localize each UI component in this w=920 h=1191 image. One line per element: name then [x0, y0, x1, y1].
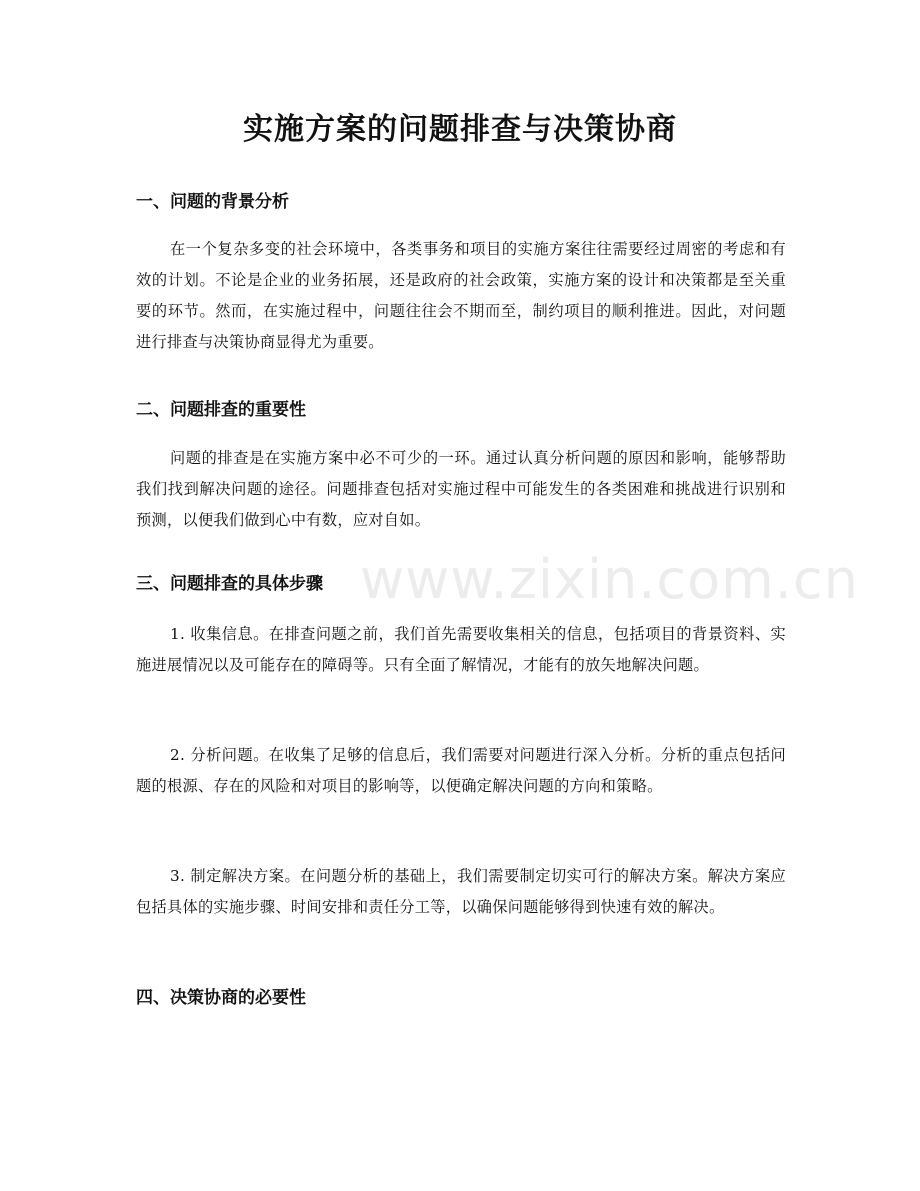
- document-title: 实施方案的问题排查与决策协商: [243, 112, 677, 147]
- section-heading-steps: 三、问题排查的具体步骤: [136, 574, 323, 594]
- watermark: www.zixin.com.cn: [360, 548, 859, 611]
- paragraph-importance: 问题的排查是在实施方案中必不可少的一环。通过认真分析问题的原因和影响，能够帮助我们找到解决问题的途径。问题排查包括对实施过程中可能发生的各类困难和挑战进行识别和预测，以便我们做到心中有数，应对自如。: [136, 449, 786, 529]
- paragraph-step-1: 1. 收集信息。在排查问题之前，我们首先需要收集相关的信息，包括项目的背景资料、实施进展情况以及可能存在的障碍等。只有全面了解情况，才能有的放矢地解决问题。: [136, 625, 786, 674]
- section-heading-negotiation: 四、决策协商的必要性: [136, 988, 306, 1008]
- section-heading-importance: 二、问题排查的重要性: [136, 400, 306, 420]
- paragraph-step-3: 3. 制定解决方案。在问题分析的基础上，我们需要制定切实可行的解决方案。解决方案应包括具体的实施步骤、时间安排和责任分工等，以确保问题能够得到快速有效的解决。: [136, 867, 786, 916]
- paragraph-step-2: 2. 分析问题。在收集了足够的信息后，我们需要对问题进行深入分析。分析的重点包括问题的根源、存在的风险和对项目的影响等，以便确定解决问题的方向和策略。: [136, 746, 786, 795]
- section-heading-background: 一、问题的背景分析: [136, 192, 289, 212]
- paragraph-background: 在一个复杂多变的社会环境中，各类事务和项目的实施方案往往需要经过周密的考虑和有效的计划。不论是企业的业务拓展，还是政府的社会政策，实施方案的设计和决策都是至关重要的环节。然而，在实施过程中，问题往往会不期而至，制约项目的顺利推进。因此，对问题进行排查与决策协商显得尤为重要。: [136, 240, 786, 351]
